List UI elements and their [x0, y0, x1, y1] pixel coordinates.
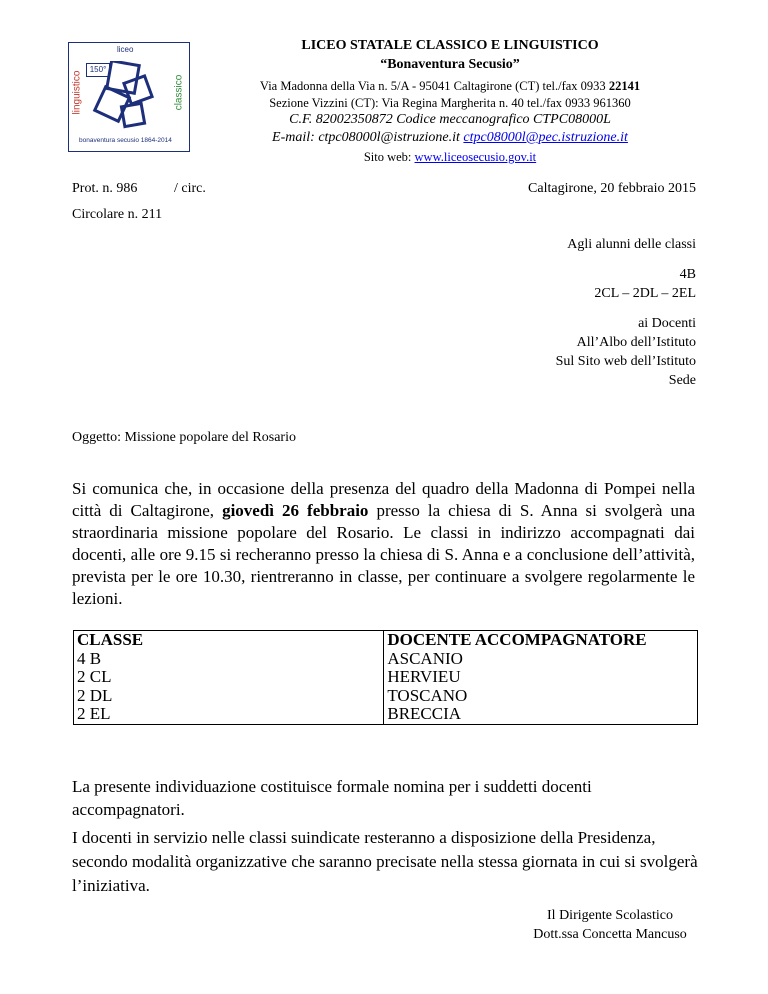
website-link[interactable]: www.liceosecusio.gov.it: [414, 150, 537, 164]
teacher-value: TOSCANO: [387, 685, 468, 705]
recipient-class-4b: 4B: [679, 267, 696, 282]
signature-name: Dott.ssa Concetta Mancuso: [533, 927, 687, 942]
website-label: Sito web:: [363, 150, 415, 164]
class-value: 4 B: [77, 648, 102, 668]
column-header-class: CLASSE: [77, 630, 144, 649]
recipient-students: Agli alunni delle classi: [567, 237, 696, 252]
subject-line: Oggetto: Missione popolare del Rosario: [72, 430, 296, 445]
logo-badge: 150°: [86, 63, 110, 77]
pec-email-link[interactable]: ctpc08000l@pec.istruzione.it: [463, 130, 628, 145]
school-title: “Bonaventura Secusio”: [380, 57, 520, 72]
escort-table: [73, 630, 698, 725]
school-address: [200, 79, 700, 94]
class-value: 2 EL: [77, 704, 111, 723]
teacher-value: BRECCIA: [387, 704, 462, 723]
circ-label: / circ.: [174, 181, 206, 196]
table-cell: [74, 631, 384, 725]
signature-block: [520, 906, 700, 944]
school-email: [200, 130, 700, 146]
recipient-teachers: ai Docenti: [638, 316, 696, 331]
body-paragraph: [72, 478, 695, 610]
body-text-1: Si comunica che, in occasione della presenza del quadro della Madonna di Pompei nella città di Caltagirone,: [72, 479, 695, 520]
recipient-albo: All’Albo dell’Istituto: [576, 335, 696, 350]
date-place: Caltagirone, 20 febbraio 2015: [528, 181, 696, 196]
nomination-paragraph: La presente individuazione costituisce formale nomina per i suddetti docenti accompagnatori.: [72, 777, 592, 819]
class-value: 2 DL: [77, 685, 113, 705]
signature-role: Il Dirigente Scolastico: [547, 908, 673, 923]
teacher-value: HERVIEU: [387, 667, 461, 686]
column-header-teacher: DOCENTE ACCOMPAGNATORE: [387, 630, 647, 649]
class-value: 2 CL: [77, 667, 112, 686]
address-phone-bold: 22141: [608, 79, 641, 93]
teacher-value: ASCANIO: [387, 648, 463, 668]
address-text: Via Madonna della Via n. 5/A - 95041 Caltagirone (CT) tel./fax 0933: [259, 79, 609, 93]
logo-shapes-icon: [91, 61, 161, 133]
school-website: [200, 150, 700, 165]
circular-number: Circolare n. 211: [72, 207, 163, 222]
availability-paragraph: I docenti in servizio nelle classi suindicate resteranno a disposizione della Presidenza, secondo modalità organizzative che saranno precisate nella stessa giornata in cui si svolgerà l’iniziativa.: [72, 828, 698, 895]
school-name: LICEO STATALE CLASSICO E LINGUISTICO: [301, 38, 599, 53]
recipient-sede: Sede: [668, 373, 696, 388]
logo-right-text: classico: [173, 74, 185, 111]
recipient-classes: 2CL – 2DL – 2EL: [594, 286, 696, 301]
email-text: E-mail: ctpc08000l@istruzione.it: [272, 130, 464, 145]
logo-top-text: liceo: [117, 45, 134, 54]
school-branch: Sezione Vizzini (CT): Via Regina Margherita n. 40 tel./fax 0933 961360: [269, 96, 631, 110]
table-cell: [384, 631, 698, 725]
table-row: [74, 631, 698, 725]
recipient-website: Sul Sito web dell’Istituto: [555, 354, 696, 369]
logo-bottom-text: bonaventura secusio 1864-2014: [79, 137, 172, 144]
school-codes: C.F. 82002350872 Codice meccanografico CTPC08000L: [289, 112, 611, 127]
logo-left-text: linguistico: [71, 70, 83, 115]
school-logo: [68, 42, 190, 152]
body-text-2: presso la chiesa di S. Anna si svolgerà una straordinaria missione popolare del Rosario. Le classi in indirizzo accompagnati dai docenti, alle ore 9.15 si recheranno presso la chiesa di S. Anna e a conclusione dell’attività, prevista per le ore 10.30, rientreranno in classe, per continuare a svolgere regolarmente le lezioni.: [72, 501, 695, 608]
body-date-bold: giovedì 26 febbraio: [222, 501, 369, 520]
protocol-number: Prot. n. 986: [72, 181, 138, 196]
